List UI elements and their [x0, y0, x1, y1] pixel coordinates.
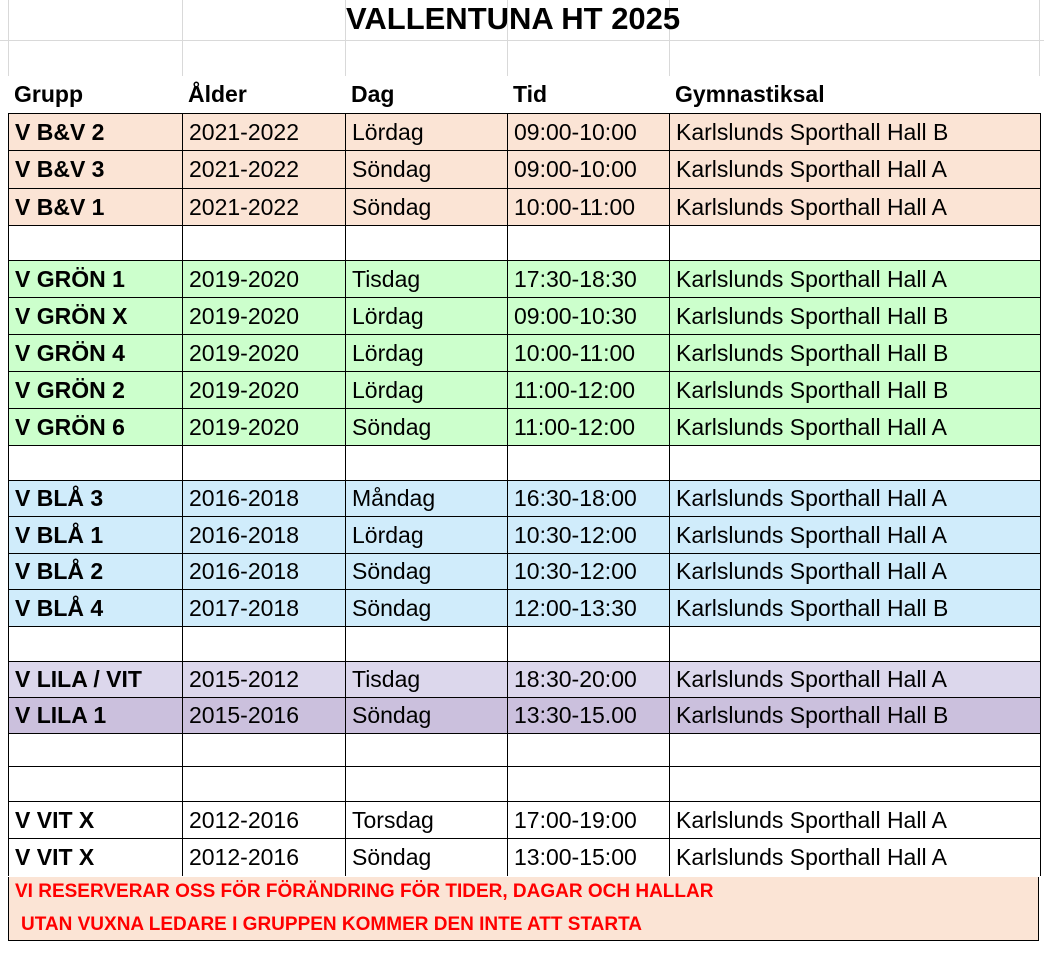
cell-gym: Karlslunds Sporthall Hall B [669, 297, 1041, 334]
cell-time: 10:00-11:00 [507, 334, 671, 371]
header-group: Grupp [14, 80, 83, 107]
header-gym: Gymnastiksal [675, 80, 825, 107]
cell-time: 11:00-12:00 [507, 408, 671, 445]
cell-group: V LILA / VIT [8, 661, 184, 697]
cell-time [507, 733, 671, 766]
cell-group [8, 766, 184, 801]
cell-day [345, 766, 509, 801]
blank-row [0, 445, 1044, 480]
cell-group [8, 733, 184, 766]
cell-time: 12:00-13:30 [507, 589, 671, 626]
grid-line [1039, 0, 1040, 76]
schedule-row [0, 188, 1044, 225]
schedule-row [0, 260, 1044, 297]
cell-group: V VIT X [8, 838, 184, 876]
cell-group: V BLÅ 3 [8, 480, 184, 516]
cell-day: Söndag [345, 553, 509, 589]
header-age: Ålder [188, 80, 247, 107]
cell-time [507, 626, 671, 661]
grid-line [182, 0, 183, 76]
cell-day: Tisdag [345, 661, 509, 697]
cell-gym: Karlslunds Sporthall Hall A [669, 838, 1041, 876]
cell-age: 2019-2020 [182, 334, 347, 371]
cell-time: 10:30-12:00 [507, 516, 671, 553]
cell-age: 2016-2018 [182, 553, 347, 589]
cell-gym: Karlslunds Sporthall Hall B [669, 113, 1041, 150]
cell-group: V B&V 3 [8, 150, 184, 188]
schedule-row [0, 150, 1044, 188]
schedule-row [0, 371, 1044, 408]
cell-age [182, 766, 347, 801]
cell-age: 2019-2020 [182, 371, 347, 408]
blank-row [0, 733, 1044, 766]
header-day: Dag [351, 80, 395, 107]
cell-group: V BLÅ 4 [8, 589, 184, 626]
cell-time: 17:30-18:30 [507, 260, 671, 297]
cell-group: V BLÅ 1 [8, 516, 184, 553]
cell-gym: Karlslunds Sporthall Hall B [669, 371, 1041, 408]
schedule-row [0, 801, 1044, 838]
cell-group: V GRÖN 4 [8, 334, 184, 371]
blank-row [0, 766, 1044, 801]
cell-day: Tisdag [345, 260, 509, 297]
cell-group: V LILA 1 [8, 697, 184, 733]
cell-group [8, 626, 184, 661]
cell-time: 18:30-20:00 [507, 661, 671, 697]
cell-gym: Karlslunds Sporthall Hall A [669, 408, 1041, 445]
cell-gym: Karlslunds Sporthall Hall B [669, 589, 1041, 626]
cell-day: Lördag [345, 334, 509, 371]
cell-age [182, 225, 347, 260]
cell-group: V B&V 1 [8, 188, 184, 225]
schedule-row [0, 480, 1044, 516]
cell-time: 13:00-15:00 [507, 838, 671, 876]
cell-age: 2015-2012 [182, 661, 347, 697]
cell-gym [669, 626, 1041, 661]
cell-group: V BLÅ 2 [8, 553, 184, 589]
cell-age: 2017-2018 [182, 589, 347, 626]
cell-age: 2019-2020 [182, 297, 347, 334]
schedule-row [0, 661, 1044, 697]
note-reservation: VI RESERVERAR OSS FÖR FÖRÄNDRING FÖR TIDER, DAGAR OCH HALLAR [15, 881, 714, 902]
schedule-row [0, 553, 1044, 589]
cell-day: Lördag [345, 371, 509, 408]
cell-age: 2019-2020 [182, 408, 347, 445]
blank-row [0, 626, 1044, 661]
schedule-row [0, 113, 1044, 150]
sheet-title: VALLENTUNA HT 2025 [346, 1, 681, 36]
cell-age [182, 733, 347, 766]
cell-age: 2012-2016 [182, 801, 347, 838]
cell-day: Söndag [345, 589, 509, 626]
cell-day [345, 626, 509, 661]
grid-line [8, 0, 9, 76]
cell-time: 09:00-10:00 [507, 113, 671, 150]
cell-group: V GRÖN 2 [8, 371, 184, 408]
cell-group: V GRÖN 1 [8, 260, 184, 297]
schedule-row [0, 334, 1044, 371]
schedule-row [0, 516, 1044, 553]
cell-group: V VIT X [8, 801, 184, 838]
cell-gym: Karlslunds Sporthall Hall A [669, 260, 1041, 297]
cell-age: 2021-2022 [182, 113, 347, 150]
cell-age: 2016-2018 [182, 516, 347, 553]
cell-gym: Karlslunds Sporthall Hall A [669, 553, 1041, 589]
cell-gym: Karlslunds Sporthall Hall A [669, 480, 1041, 516]
cell-time: 09:00-10:00 [507, 150, 671, 188]
cell-group: V GRÖN X [8, 297, 184, 334]
cell-time: 17:00-19:00 [507, 801, 671, 838]
schedule-row [0, 408, 1044, 445]
cell-time: 11:00-12:00 [507, 371, 671, 408]
note-leaders: UTAN VUXNA LEDARE I GRUPPEN KOMMER DEN INTE ATT STARTA [21, 914, 643, 935]
cell-time [507, 766, 671, 801]
cell-group [8, 445, 184, 480]
schedule-row [0, 297, 1044, 334]
cell-age [182, 445, 347, 480]
cell-gym [669, 445, 1041, 480]
cell-group: V GRÖN 6 [8, 408, 184, 445]
cell-day: Söndag [345, 150, 509, 188]
cell-day: Torsdag [345, 801, 509, 838]
cell-day: Söndag [345, 188, 509, 225]
cell-day [345, 733, 509, 766]
cell-day [345, 445, 509, 480]
cell-age [182, 626, 347, 661]
cell-age: 2021-2022 [182, 188, 347, 225]
notes-box [8, 877, 1039, 941]
cell-group [8, 225, 184, 260]
cell-gym: Karlslunds Sporthall Hall B [669, 334, 1041, 371]
cell-day: Lördag [345, 516, 509, 553]
schedule-row [0, 697, 1044, 733]
cell-gym: Karlslunds Sporthall Hall A [669, 150, 1041, 188]
cell-age: 2021-2022 [182, 150, 347, 188]
cell-time: 10:00-11:00 [507, 188, 671, 225]
cell-time [507, 225, 671, 260]
cell-gym [669, 733, 1041, 766]
header-row [0, 75, 1044, 113]
cell-age: 2016-2018 [182, 480, 347, 516]
cell-time: 09:00-10:30 [507, 297, 671, 334]
cell-day: Söndag [345, 697, 509, 733]
cell-age: 2012-2016 [182, 838, 347, 876]
cell-age: 2015-2016 [182, 697, 347, 733]
cell-time [507, 445, 671, 480]
cell-group: V B&V 2 [8, 113, 184, 150]
schedule-row [0, 838, 1044, 876]
cell-gym: Karlslunds Sporthall Hall B [669, 697, 1041, 733]
cell-gym [669, 225, 1041, 260]
cell-gym: Karlslunds Sporthall Hall A [669, 188, 1041, 225]
cell-time: 13:30-15.00 [507, 697, 671, 733]
cell-day: Söndag [345, 408, 509, 445]
cell-gym [669, 766, 1041, 801]
header-time: Tid [513, 80, 548, 107]
blank-row [0, 225, 1044, 260]
cell-day: Lördag [345, 113, 509, 150]
cell-time: 10:30-12:00 [507, 553, 671, 589]
cell-gym: Karlslunds Sporthall Hall A [669, 661, 1041, 697]
cell-age: 2019-2020 [182, 260, 347, 297]
cell-gym: Karlslunds Sporthall Hall A [669, 516, 1041, 553]
cell-day: Måndag [345, 480, 509, 516]
grid-line [0, 40, 1044, 41]
cell-day: Lördag [345, 297, 509, 334]
cell-gym: Karlslunds Sporthall Hall A [669, 801, 1041, 838]
cell-day [345, 225, 509, 260]
schedule-row [0, 589, 1044, 626]
cell-day: Söndag [345, 838, 509, 876]
cell-time: 16:30-18:00 [507, 480, 671, 516]
